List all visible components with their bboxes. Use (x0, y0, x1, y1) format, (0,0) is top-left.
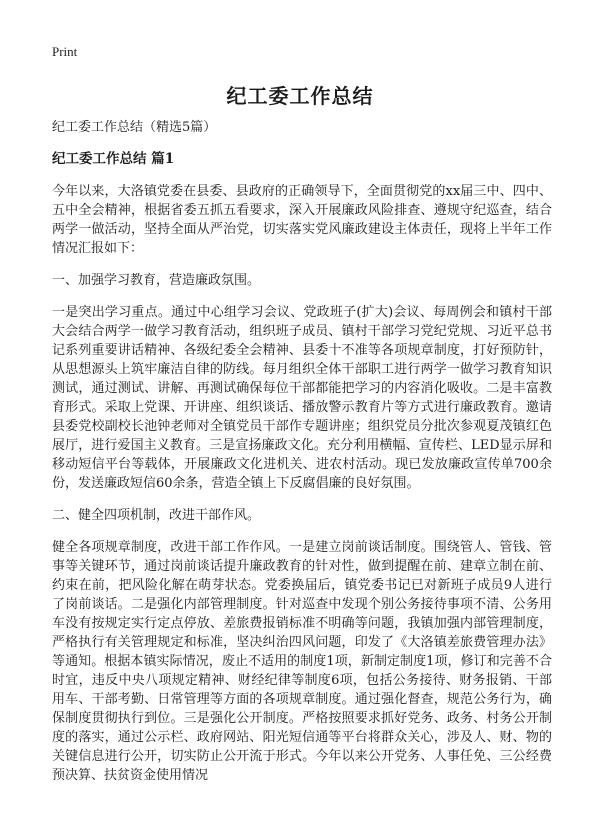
paragraph-2: 健全各项规章制度，改进干部工作作风。一是建立岗前谈话制度。围绕管人、管钱、管事等关键环节，通过岗前谈话提升廉政教育的针对性，做到提醒在前、建章立制在前、约束在前，把风险化解在萌芽状态。党委换届后，镇党委书记已对新班子成员9人进行了岗前谈话。二是强化内部管理制度。针对巡查中发现个别公务接待事项不清、公务用车没有按规定实行定点停放、差旅费报销标准不明确等问题，我镇加强内部管理制度，严格执行有关管理规定和标准，坚决纠治四风问题，印发了《大洛镇差旅费管理办法》等通知。根据本镇实际情况，废止不适用的制度1项，新制定制度1项，修订和完善不合时宜，违反中央八项规定精神、财经纪律等制度6项，包括公务接待、财务报销、干部用车、干部考勤、日常管理等方面的各项规章制度。通过强化督查，规范公务行为，确保制度贯彻执行到位。三是强化公开制度。严格按照要求抓好党务、政务、村务公开制度的落实，通过公示栏、政府网站、阳光短信通等平台将群众关心，涉及人、财、物的关键信息进行公开，切实防止公开流于形式。今年以来公开党务、人事任免、三公经费预决算、扶贫资金使用情况 (52, 540, 552, 783)
document-body (52, 118, 552, 798)
paragraph-1: 一是突出学习重点。通过中心组学习会议、党政班子(扩大)会议、每周例会和镇村干部大会结合两学一做学习教育活动，组织班子成员、镇村干部学习党纪党规、习近平总书记系列重要讲话精神、各级纪委全会精神、县委十不准等各项规章制度，打好预防针，从思想源头上筑牢廉洁自律的防线。每月组织全体干部职工进行两学一做学习教育知识测试，通过测试、讲解、再测试确保每位干部都能把学习的内容消化吸收。二是丰富教育形式。采取上党课、开讲座、组织谈话、播放警示教育片等方式进行廉政教育。邀请县委党校副校长池钟老师对全镇党员干部作专题讲座；组织党员分批次参观夏茂镇红色展厅，进行爱国主义教育。三是宣扬廉政文化。充分利用横幅、宣传栏、LED显示屏和移动短信平台等载体，开展廉政文化进机关、进农村活动。现已发放廉政宣传单700余份，发送廉政短信60余条，营造全镇上下反腐倡廉的良好氛围。 (52, 305, 552, 491)
subheading-1: 一、加强学习教育，营造廉政氛围。 (52, 273, 261, 288)
intro-paragraph: 今年以来，大洛镇党委在县委、县政府的正确领导下，全面贯彻党的xx届三中、四中、五中全会精神，根据省委五抓五看要求，深入开展廉政风险排查、遵规守纪巡查，结合两学一做活动，坚持全面从严治党，切实落实党风廉政建设主体责任，现将上半年工作情况汇报如下： (52, 184, 552, 256)
subheading-2: 二、健全四项机制，改进干部作风。 (52, 508, 261, 523)
document-subtitle: 纪工委工作总结（精选5篇） (52, 120, 217, 135)
print-link[interactable]: Print (52, 44, 78, 59)
page-title: 纪工委工作总结 (226, 84, 374, 108)
section-heading: 纪工委工作总结 篇1 (52, 151, 175, 167)
